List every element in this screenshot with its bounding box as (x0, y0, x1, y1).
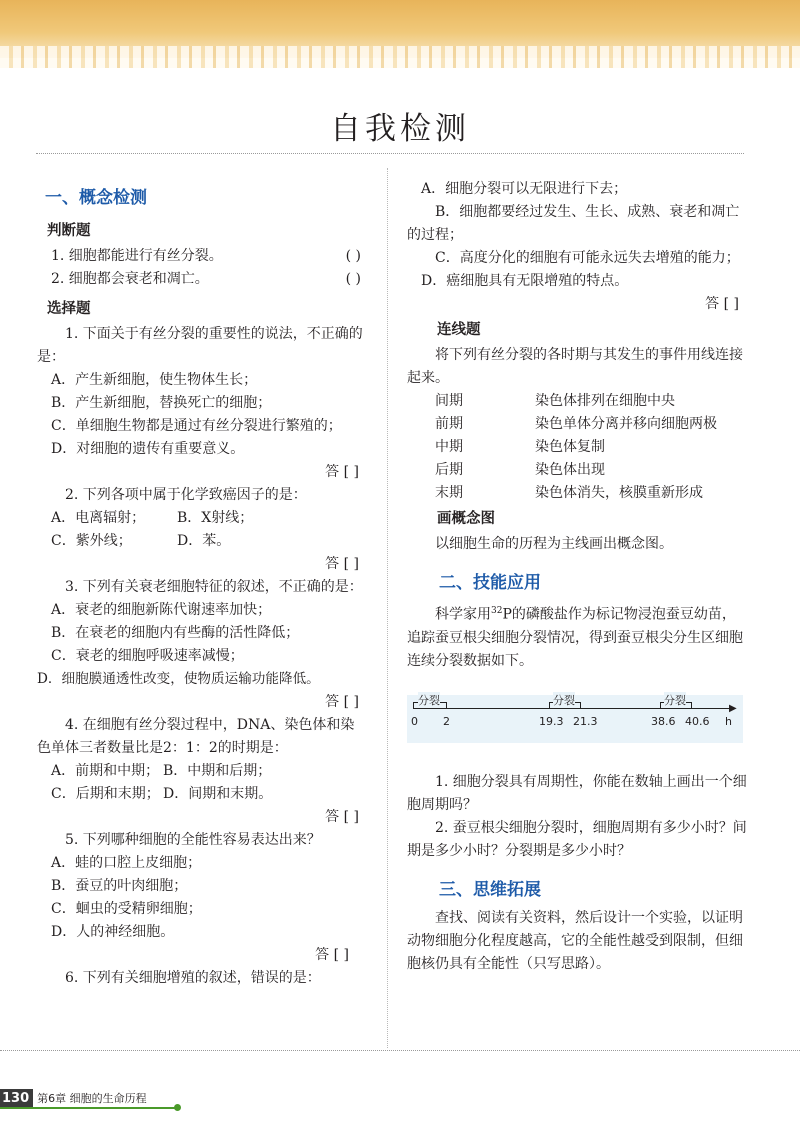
page-number: 130 (0, 1089, 33, 1108)
skill-intro-b: P的磷酸盐作为标记物浸泡蚕豆幼苗，追踪蚕豆根尖细胞分裂情况，得到蚕豆根尖分生区细胞连续分裂数据如下。 (407, 606, 743, 669)
q6-answer-box[interactable]: 答 [ ] (705, 296, 739, 312)
tick-label: 40.6 (685, 714, 710, 728)
q5-option-b: B．蚕豆的叶肉细胞； (51, 878, 188, 894)
unit-label: h (725, 714, 732, 728)
phase-label: 分裂 (553, 693, 575, 707)
left-column (37, 183, 367, 990)
link-right-item[interactable]: 染色体消失，核膜重新形成 (535, 485, 703, 501)
link-row-3 (407, 436, 747, 459)
section-concept-heading: 一、概念检测 (45, 188, 147, 208)
link-row-1 (407, 390, 747, 413)
right-column (407, 178, 747, 976)
q1-stem: 1. 下面关于有丝分裂的重要性的说法，不正确的是： (37, 326, 363, 365)
q4-options-row2 (37, 783, 367, 806)
tick-label: 2 (443, 714, 450, 728)
page-title: 自我检测 (330, 111, 470, 147)
top-torn-edge (0, 46, 800, 68)
q4-option-b: B．中期和后期； (163, 763, 272, 779)
q1-option-d: D．对细胞的遗传有重要意义。 (51, 441, 245, 457)
chapter-title: 第6章 细胞的生命历程 (37, 1092, 147, 1105)
skill-intro-a: 科学家用 (435, 606, 491, 623)
concept-map-label: 画概念图 (437, 511, 495, 527)
q1-option-c: C．单细胞生物都是通过有丝分裂进行繁殖的； (51, 418, 342, 434)
q3-option-c: C．衰老的细胞呼吸速率减慢； (51, 648, 244, 664)
link-row-4 (407, 459, 747, 482)
section-extension-heading: 三、思维拓展 (439, 879, 541, 900)
judge-label: 判断题 (47, 223, 91, 239)
q2-answer-box[interactable]: 答 [ ] (325, 556, 359, 572)
skill-intro (407, 600, 747, 673)
q6-option-d: D．癌细胞具有无限增殖的特点。 (421, 273, 629, 289)
q3-option-a: A．衰老的细胞新陈代谢速率加快； (51, 602, 272, 618)
link-left-item[interactable]: 中期 (435, 439, 463, 455)
choice-label: 选择题 (47, 301, 91, 317)
q1-option-b: B．产生新细胞，替换死亡的细胞； (51, 395, 272, 411)
q4-option-d: D．间期和末期。 (163, 786, 273, 802)
tick-label: 0 (411, 714, 418, 728)
link-row-2 (407, 413, 747, 436)
link-intro: 将下列有丝分裂的各时期与其发生的事件用线连接起来。 (407, 347, 743, 386)
q4-option-c: C．后期和末期； (51, 786, 160, 802)
q3-stem: 3. 下列有关衰老细胞特征的叙述，不正确的是： (65, 579, 363, 595)
tick-label: 38.6 (651, 714, 676, 728)
link-right-item[interactable]: 染色单体分离并移向细胞两极 (535, 416, 717, 432)
link-right-item[interactable]: 染色体复制 (535, 439, 605, 455)
skill-question-1: 1. 细胞分裂具有周期性，你能在数轴上画出一个细胞周期吗？ (407, 773, 747, 813)
q3-answer-box[interactable]: 答 [ ] (325, 694, 359, 710)
link-row-5 (407, 482, 747, 505)
extension-text: 查找、阅读有关资料，然后设计一个实验，以证明动物细胞分化程度越高，它的全能性越受到限制，但细胞核仍具有全能性（只写思路）。 (407, 909, 743, 972)
concept-map-text: 以细胞生命的历程为主线画出概念图。 (435, 536, 673, 552)
q5-option-a: A．蛙的口腔上皮细胞； (51, 855, 202, 871)
isotope-mass: 32 (491, 606, 503, 616)
footer-divider (0, 1050, 800, 1051)
q6-option-c: C．高度分化的细胞有可能永远失去增殖的能力； (435, 250, 740, 266)
cell-division-timeline (407, 695, 743, 743)
link-label: 连线题 (437, 322, 481, 338)
q4-stem: 4. 在细胞有丝分裂过程中，DNA、染色体和染色单体三者数量比是2：1：2的时期是： (37, 717, 355, 756)
q2-option-a: A．电离辐射； (51, 510, 146, 526)
footer-dot (174, 1104, 181, 1111)
q5-stem: 5. 下列哪种细胞的全能性容易表达出来？ (65, 832, 321, 848)
q6-option-b: B．细胞都要经过发生、生长、成熟、衰老和凋亡的过程； (407, 204, 740, 243)
link-right-item[interactable]: 染色体排列在细胞中央 (535, 393, 675, 409)
answer-paren[interactable]: ( ) (345, 271, 361, 287)
link-left-item[interactable]: 间期 (435, 393, 463, 409)
judge-item-1 (37, 245, 367, 268)
q4-answer-box[interactable]: 答 [ ] (325, 809, 359, 825)
q2-option-d: D．苯。 (177, 533, 231, 549)
q6-option-a: A．细胞分裂可以无限进行下去； (421, 181, 628, 197)
link-left-item[interactable]: 前期 (435, 416, 463, 432)
q5-option-d: D．人的神经细胞。 (51, 924, 175, 940)
q5-option-c: C．蛔虫的受精卵细胞； (51, 901, 202, 917)
judge-item-text: 2. 细胞都会衰老和凋亡。 (51, 271, 209, 287)
q1-option-a: A．产生新细胞，使生物体生长； (51, 372, 258, 388)
section-skill-heading: 二、技能应用 (439, 573, 541, 593)
q2-stem: 2. 下列各项中属于化学致癌因子的是： (65, 487, 307, 503)
phase-label: 分裂 (664, 693, 686, 707)
q1-answer-box[interactable]: 答 [ ] (325, 464, 359, 480)
title-divider (36, 153, 744, 154)
link-right-item[interactable]: 染色体出现 (535, 462, 605, 478)
q3-option-b: B．在衰老的细胞内有些酶的活性降低； (51, 625, 300, 641)
q2-options-row1 (37, 507, 367, 530)
tick-label: 19.3 (539, 714, 564, 728)
q2-options-row2 (37, 530, 367, 553)
answer-paren[interactable]: ( ) (345, 248, 361, 264)
q4-options-row1 (37, 760, 367, 783)
axis-arrow-icon: ▶ (729, 702, 737, 714)
q6-stem: 6. 下列有关细胞增殖的叙述，错误的是： (65, 970, 321, 986)
phase-label: 分裂 (418, 693, 440, 707)
q5-answer-box[interactable]: 答 [ ] (315, 947, 349, 963)
skill-question-2: 2. 蚕豆根尖细胞分裂时，细胞周期有多少小时？间期是多少小时？分裂期是多少小时？ (407, 819, 747, 859)
q2-option-c: C．紫外线； (51, 533, 132, 549)
judge-item-2 (37, 268, 367, 291)
q4-option-a: A．前期和中期； (51, 763, 160, 779)
link-left-item[interactable]: 后期 (435, 462, 463, 478)
link-left-item[interactable]: 末期 (435, 485, 463, 501)
tick-label: 21.3 (573, 714, 598, 728)
column-divider (387, 168, 388, 1048)
q2-option-b: B．X射线； (177, 510, 254, 526)
footer-underline (0, 1107, 175, 1109)
judge-item-text: 1. 细胞都能进行有丝分裂。 (51, 248, 223, 264)
q3-option-d: D．细胞膜通透性改变，使物质运输功能降低。 (37, 671, 320, 687)
